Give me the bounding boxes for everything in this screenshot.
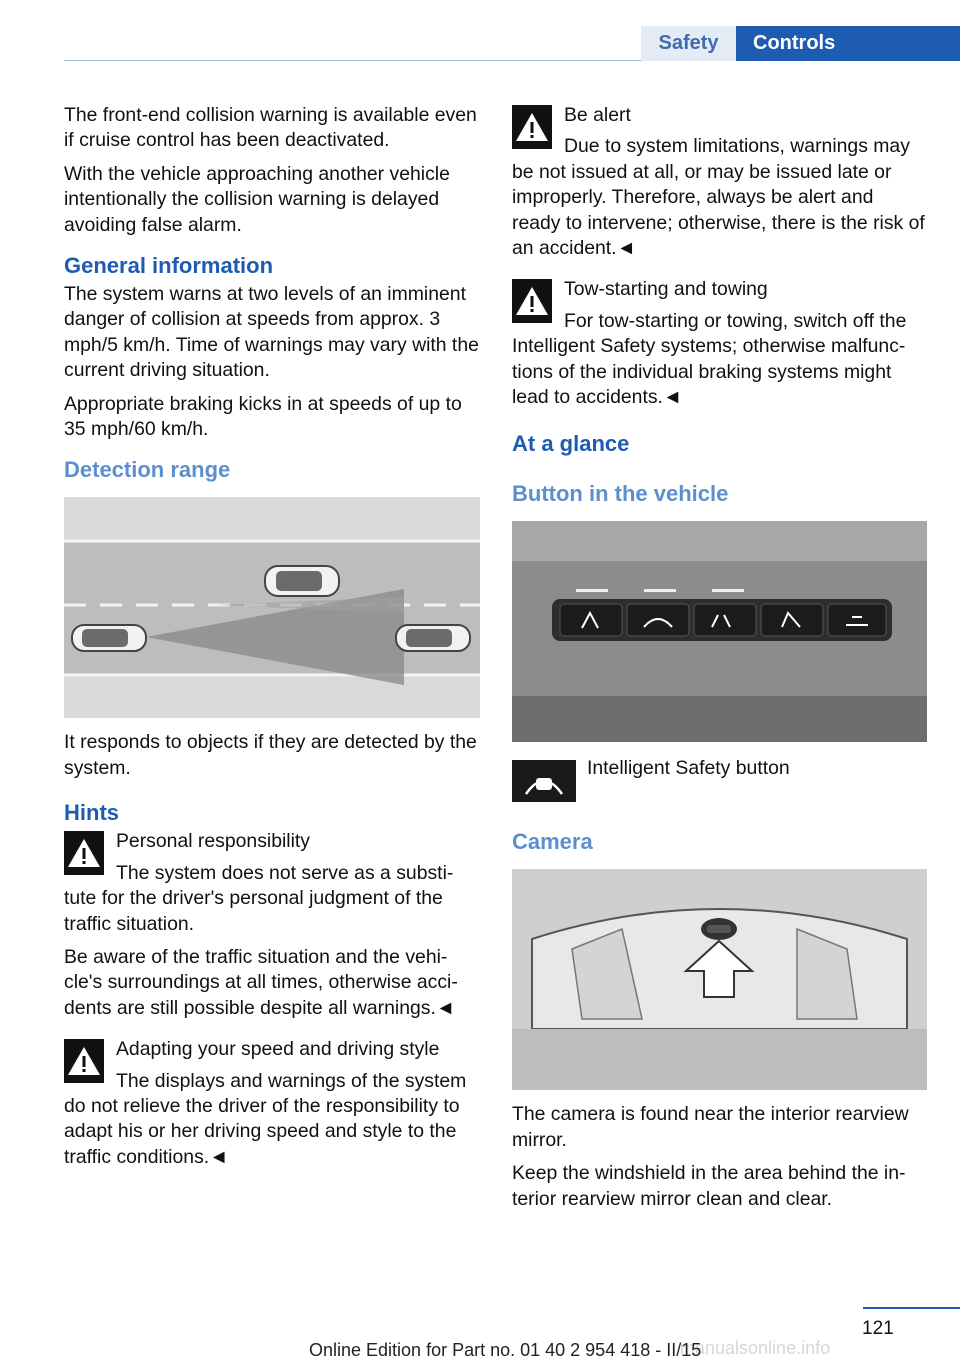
general-paragraph-2: Appropriate braking kicks in at speeds of up to 35 mph/60 km/h. bbox=[64, 392, 462, 441]
camera-heading: Camera bbox=[512, 829, 593, 855]
warning-triangle-icon bbox=[512, 279, 552, 323]
warning-tow-starting bbox=[512, 277, 926, 410]
detection-caption: It responds to objects if they are detected by the system. bbox=[64, 731, 477, 779]
chapter-tab-controls[interactable]: Controls bbox=[736, 26, 960, 61]
edition-note: Online Edition for Part no. 01 40 2 954 418 - II/15 bbox=[309, 1340, 702, 1360]
at-a-glance-heading: At a glance bbox=[512, 431, 630, 457]
warning-title: Be alert bbox=[564, 104, 631, 126]
intelligent-safety-button-row bbox=[512, 757, 926, 802]
right-column bbox=[512, 103, 926, 1220]
warning-text: tute for the driver's personal judgment of the traffic situation. bbox=[64, 887, 443, 935]
warning-be-alert bbox=[512, 103, 926, 261]
page-header bbox=[0, 0, 960, 62]
footer-rule bbox=[863, 1307, 960, 1309]
warning-first-line: The system does not serve as a substi- bbox=[116, 861, 454, 884]
own-car-icon bbox=[396, 625, 470, 651]
button-in-vehicle-heading: Button in the vehicle bbox=[512, 481, 729, 507]
hints-heading: Hints bbox=[64, 800, 119, 826]
detection-range-heading: Detection range bbox=[64, 457, 231, 483]
warning-text-2: Be aware of the traffic situation and the vehi-cle's surroundings at all times, otherwise acci-dents are still possible despite all warnings.◄ bbox=[64, 945, 458, 1019]
left-column bbox=[64, 103, 482, 1178]
camera-figure bbox=[512, 869, 927, 1090]
intro-paragraph-2: With the vehicle approaching another vehicle intentionally the collision warning is delayed avoiding false alarm. bbox=[64, 162, 450, 236]
watermark: manualsonline.info bbox=[680, 1338, 831, 1358]
intro-paragraph-1: The front-end collision warning is available even if cruise control has been deactivated. bbox=[64, 104, 477, 152]
section-tab-safety[interactable]: Safety bbox=[641, 26, 736, 61]
warning-text: do not relieve the driver of the responsibility to adapt his or her driving speed and style to the traffic conditions.◄ bbox=[64, 1094, 460, 1168]
detection-range-figure bbox=[64, 497, 480, 718]
warning-speed-driving-style bbox=[64, 1037, 482, 1170]
warning-title: Tow-starting and towing bbox=[564, 278, 768, 301]
warning-text: be not issued at all, or may be issued late or improperly. Therefore, always be alert and ready to intervene; otherwise, there is the risk of an accident.◄ bbox=[512, 160, 925, 260]
warning-triangle-icon bbox=[64, 1039, 104, 1083]
intelligent-safety-button-icon[interactable] bbox=[512, 760, 576, 802]
warning-text: Intelligent Safety systems; otherwise malfunc-tions of the individual braking systems might lead to accidents.◄ bbox=[512, 335, 906, 409]
warning-triangle-icon bbox=[64, 831, 104, 875]
warning-personal-responsibility bbox=[64, 829, 482, 1021]
warning-title: Personal responsibility bbox=[116, 830, 311, 853]
camera-paragraph-2: Keep the windshield in the area behind the in-terior rearview mirror clean and clear. bbox=[512, 1162, 906, 1210]
car-ahead-icon bbox=[265, 566, 339, 596]
car-left-icon bbox=[72, 625, 146, 651]
warning-first-line: The displays and warnings of the system bbox=[116, 1069, 467, 1092]
general-information-heading: General information bbox=[64, 253, 274, 279]
intelligent-safety-button-label: Intelligent Safety button bbox=[587, 757, 790, 780]
camera-paragraph-1: The camera is found near the interior rearview mirror. bbox=[512, 1103, 909, 1151]
general-paragraph-1: The system warns at two levels of an imminent danger of collision at speeds from approx. 3 mph/5 km/h. Time of warnings may vary with the current driving situation. bbox=[64, 283, 479, 382]
warning-first-line: Due to system limitations, warnings may bbox=[564, 135, 910, 158]
warning-first-line: For tow-starting or towing, switch off the bbox=[564, 309, 907, 332]
button-panel-figure bbox=[512, 521, 927, 742]
page-number: 121 bbox=[862, 1318, 894, 1339]
warning-title: Adapting your speed and driving style bbox=[116, 1038, 440, 1061]
warning-triangle-icon bbox=[512, 105, 552, 149]
